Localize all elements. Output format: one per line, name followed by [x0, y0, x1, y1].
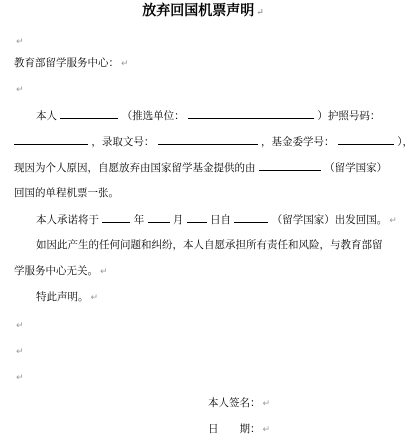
- empty-line: [14, 318, 24, 333]
- paragraph-mark-icon: ↵: [16, 347, 24, 357]
- addressee-text: 教育部留学服务中心：: [14, 57, 119, 69]
- empty-line: [14, 370, 24, 385]
- name-label: 本人: [36, 110, 57, 122]
- ticket-line: [14, 186, 119, 200]
- month-label: 月: [172, 214, 184, 226]
- document-title: [0, 2, 406, 22]
- country-blank[interactable]: [259, 160, 321, 171]
- signature-line: [208, 396, 270, 411]
- country-label: （留学国家）: [324, 162, 388, 174]
- close-paren-text: ），: [397, 136, 413, 148]
- empty-line: [14, 344, 24, 359]
- paragraph-mark-icon: ↵: [262, 399, 271, 409]
- promise-text: 本人承诺将于: [36, 214, 99, 226]
- liability-text-cont: 学服务中心无关。: [14, 265, 98, 277]
- liability-line-cont: [14, 264, 108, 279]
- unit-blank[interactable]: [188, 108, 314, 119]
- paragraph-mark-icon: ↵: [100, 267, 108, 277]
- empty-line: [14, 82, 24, 97]
- admission-blank[interactable]: [158, 134, 258, 145]
- paragraph-mark-icon: ↵: [256, 8, 264, 18]
- liability-text: 如因此产生的任何问题和纠纷，本人自愿承担所有责任和风险，与教育部留: [36, 239, 383, 251]
- paragraph-mark-icon: ↵: [16, 85, 24, 95]
- promise-line: [36, 212, 397, 228]
- paragraph-mark-icon: ↵: [121, 59, 129, 69]
- paragraph-mark-icon: ↵: [389, 216, 397, 226]
- declare-line: [36, 290, 98, 305]
- passport-admission-line: [14, 134, 413, 149]
- name-unit-line: [36, 108, 380, 123]
- paragraph-mark-icon: ↵: [262, 425, 271, 435]
- depart-country-blank[interactable]: [234, 212, 268, 223]
- date-line: [208, 422, 270, 437]
- reason-text: 现因为个人原因，自愿放弃由国家留学基金提供的由: [14, 162, 256, 174]
- day-label: 日自: [210, 214, 232, 226]
- unit-label: （推选单位：: [121, 110, 185, 122]
- date-label: 日 期：: [208, 423, 261, 435]
- paragraph-mark-icon: ↵: [16, 321, 24, 331]
- year-blank[interactable]: [102, 212, 130, 223]
- passport-label: ）护照号码：: [317, 110, 381, 122]
- ticket-text: 回国的单程机票一张。: [14, 187, 119, 199]
- month-blank[interactable]: [148, 212, 170, 223]
- signature-label: 本人签名：: [208, 397, 261, 409]
- name-blank[interactable]: [60, 108, 118, 119]
- year-label: 年: [133, 214, 145, 226]
- day-blank[interactable]: [187, 212, 207, 223]
- title-text: 放弃回国机票声明: [142, 3, 255, 19]
- empty-line: [14, 34, 24, 49]
- paragraph-mark-icon: ↵: [16, 373, 24, 383]
- liability-line: [36, 238, 383, 252]
- declare-text: 特此声明。: [36, 291, 89, 303]
- depart-text: （留学国家）出发回国。: [271, 214, 388, 226]
- passport-blank[interactable]: [14, 134, 88, 145]
- csc-id-blank[interactable]: [338, 134, 394, 145]
- paragraph-mark-icon: ↵: [16, 37, 24, 47]
- addressee-line: [14, 56, 129, 71]
- csc-id-label: ，基金委学号：: [261, 136, 335, 148]
- admission-label: ，录取文号：: [91, 136, 155, 148]
- reason-line: [14, 160, 387, 175]
- paragraph-mark-icon: ↵: [90, 293, 99, 303]
